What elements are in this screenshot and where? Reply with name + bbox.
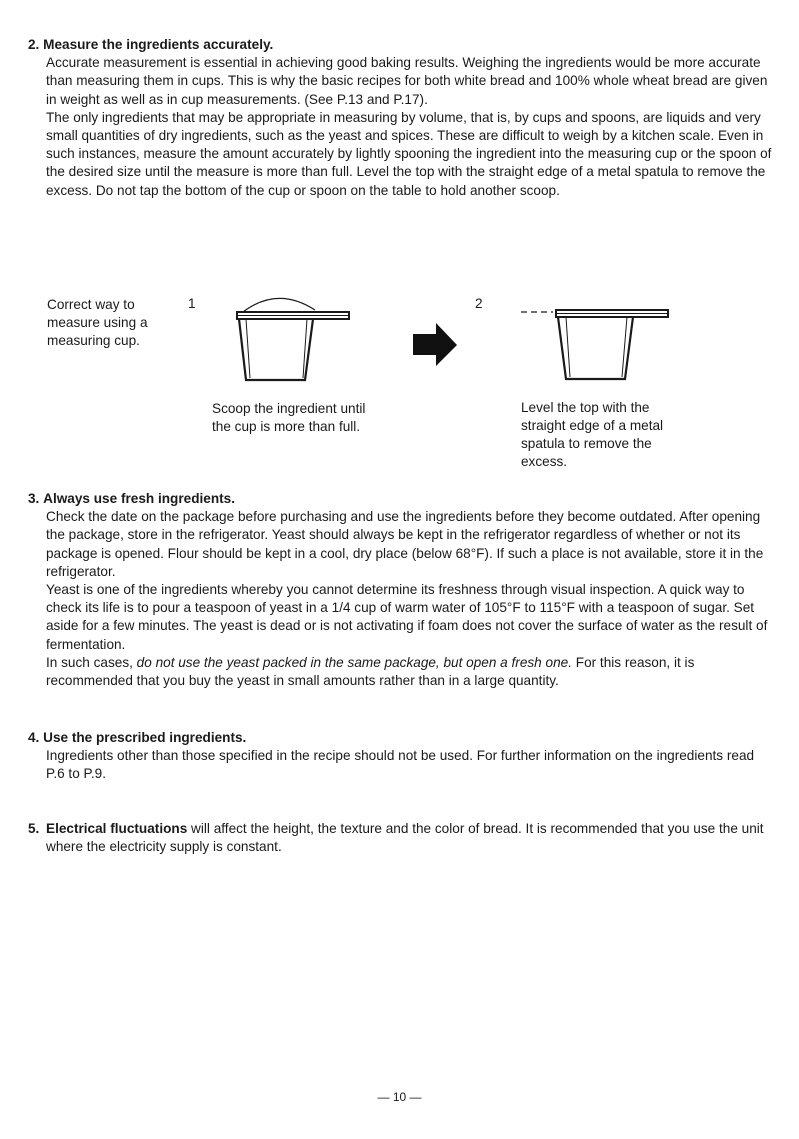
page-number: — 10 — <box>377 1090 422 1104</box>
paragraph <box>46 820 773 856</box>
closing-suffix: For this reason, it is recommended that you buy the yeast in small amounts rather than in a large quantity. <box>46 654 695 689</box>
cup-leveled-icon <box>521 310 668 379</box>
section-electrical-fluctuations <box>28 820 773 856</box>
section-title: Use the prescribed ingredients. <box>43 730 247 745</box>
section-number: 4. <box>28 730 40 745</box>
closing-italic: do not use the yeast packed in the same package, but open a fresh one. <box>136 654 572 670</box>
step-description: Scoop the ingredient until the cup is more than full. <box>212 401 366 434</box>
step-description: Level the top with the straight edge of a metal spatula to remove the excess. <box>521 400 664 469</box>
section-number: 2. <box>28 37 40 52</box>
paragraph: The only ingredients that may be appropriate in measuring by volume, that is, by cups and spoons, are liquids and very small quantities of dry ingredients, such as the yeast and spices. These are difficult to weigh by a kitchen scale. Even in such instances, measure the amount accurately by lightly spooning the ingredient into the measuring cup or the spoon of the desired size until the measure is more than full. Level the top with the straight edge of a metal spatula to remove the excess. Do not tap the bottom of the cup or spoon on the table to hold another scoop. <box>46 109 772 198</box>
step-number: 1 <box>188 296 196 311</box>
section-heading <box>28 729 773 747</box>
section-prescribed-ingredients <box>28 729 773 784</box>
section-title: Electrical fluctuations <box>46 821 188 836</box>
section-title: Always use fresh ingredients. <box>43 491 236 506</box>
closing-prefix: In such cases, <box>46 654 137 670</box>
paragraph: Accurate measurement is essential in achieving good baking results. Weighing the ingredients would be more accurate than measuring them in cups. This is why the basic recipes for both white bread and 100% whole wheat bread are given in weight as well as in cup measurements. (See P.13 and P.17). <box>46 55 768 107</box>
section-number: 3. <box>28 491 40 506</box>
section-fresh-ingredients <box>28 490 773 690</box>
paragraph: Ingredients other than those specified in the recipe should not be used. For further information on the ingredients read P.6 to P.9. <box>46 748 755 782</box>
section-heading <box>28 490 773 508</box>
step-number: 2 <box>475 296 483 311</box>
section-heading <box>28 36 773 54</box>
paragraph: Check the date on the package before purchasing and use the ingredients before they become outdated. After opening the package, store in the refrigerator. Yeast should always be kept in the refrigerator regardless of whether or not its package is opened. Flour should be kept in a cool, dry place (below 68°F). If such a place is not available, store it in the refrigerator. <box>46 509 764 579</box>
section-title: Measure the ingredients accurately. <box>43 37 274 52</box>
figure-caption: Correct way to measure using a measuring cup. <box>47 297 148 348</box>
section-number: 5. <box>28 821 40 836</box>
section-measure-accurately <box>28 36 773 200</box>
measuring-cup-figure <box>0 290 799 480</box>
paragraph: Yeast is one of the ingredients whereby you cannot determine its freshness through visual inspection. A quick way to check its life is to pour a teaspoon of yeast in a 1/4 cup of warm water of 105°F to 115°F with a teaspoon of sugar. Set aside for a few minutes. The yeast is dead or is not activating if foam does not cover the surface of water as the result of fermentation. <box>46 582 768 652</box>
paragraph <box>46 654 773 690</box>
cup-overfilled-icon <box>237 298 349 380</box>
section-text: will affect the height, the texture and the color of bread. It is recommended that you use the unit where the electricity supply is constant. <box>46 821 764 855</box>
arrow-right-icon <box>413 323 457 366</box>
